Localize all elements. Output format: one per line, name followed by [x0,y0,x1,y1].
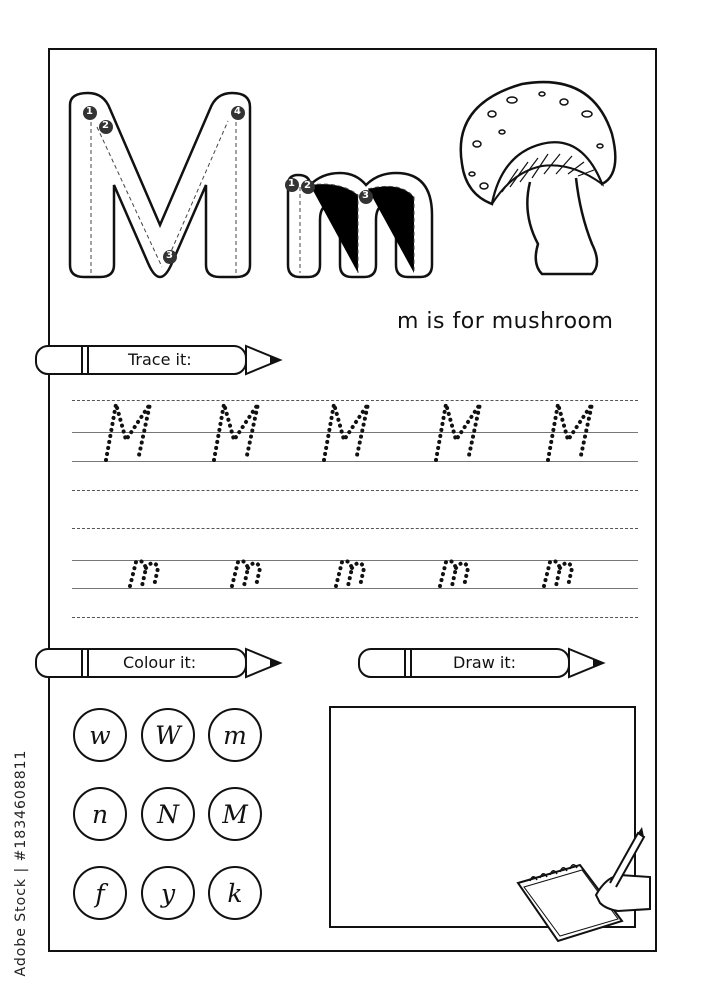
colour-circle[interactable]: f [73,866,127,920]
trace-label: Trace it: [128,350,192,369]
colour-circle[interactable]: n [73,787,127,841]
colour-circle[interactable]: M [208,787,262,841]
colour-circle[interactable]: w [73,708,127,762]
stroke-number: 4 [234,106,241,117]
caption: m is for mushroom [397,309,614,334]
trace-letters [60,390,640,630]
watermark-text: Adobe Stock | #1834608811 [13,749,29,977]
stroke-number: 2 [102,120,109,131]
outline-letters-Mm [60,85,450,285]
colour-circle[interactable]: m [208,708,262,762]
hand-writing-notepad-icon [510,825,660,945]
stroke-number: 3 [362,190,369,201]
draw-label: Draw it: [453,653,516,672]
colour-circle[interactable]: y [141,866,195,920]
stroke-number: 1 [86,106,93,117]
stroke-number: 3 [166,250,173,261]
colour-circle[interactable]: W [141,708,195,762]
colour-circle[interactable]: N [141,787,195,841]
stroke-number: 1 [288,178,295,189]
colour-circle[interactable]: k [208,866,262,920]
stock-watermark [6,749,30,985]
mushroom-illustration [452,74,622,284]
colour-label: Colour it: [123,653,197,672]
stroke-number: 2 [304,180,311,191]
